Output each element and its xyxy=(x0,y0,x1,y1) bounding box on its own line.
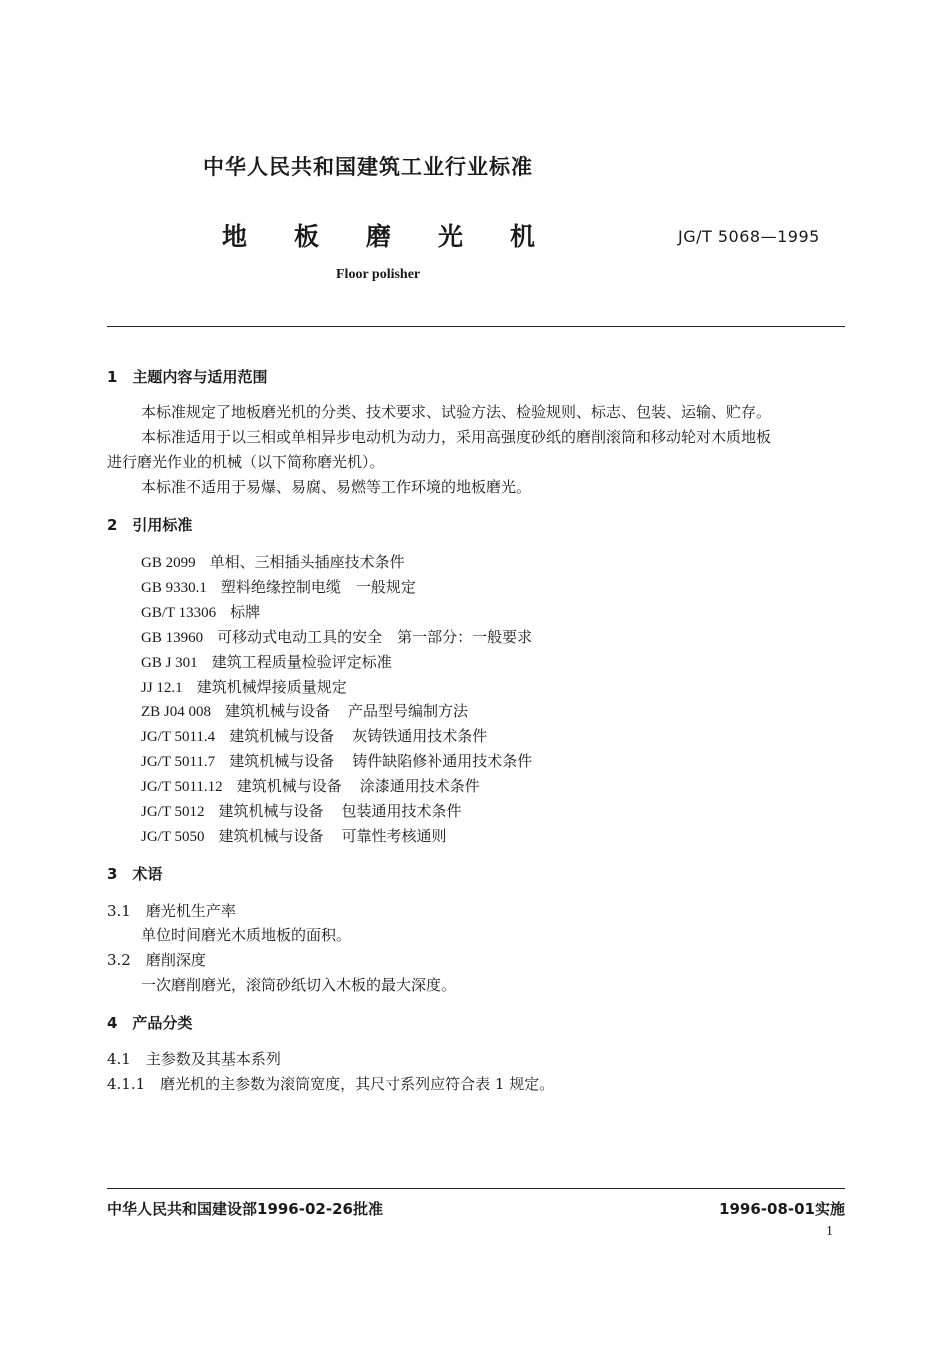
reference-code: GB J 301 xyxy=(141,655,198,671)
reference-title: 可靠性考核通则 xyxy=(341,827,447,845)
reference-item xyxy=(141,725,487,746)
reference-title: 包装通用技术条件 xyxy=(341,802,462,820)
reference-item xyxy=(141,626,532,647)
reference-title: 单相、三相插头插座技术条件 xyxy=(209,553,405,571)
section-2-heading: 2 引用标准 xyxy=(107,516,193,534)
section-1-heading: 1 主题内容与适用范围 xyxy=(107,368,268,386)
reference-title: 产品型号编制方法 xyxy=(348,702,469,720)
reference-category: 建筑机械与设备 xyxy=(229,727,335,745)
term-3-2-heading: 3.2 磨削深度 xyxy=(107,951,206,969)
section-4-heading: 4 产品分类 xyxy=(107,1014,193,1032)
reference-code: JG/T 5011.7 xyxy=(141,754,216,770)
reference-code: JG/T 5012 xyxy=(141,804,205,820)
section-4-1-1-text: 4.1.1 磨光机的主参数为滚筒宽度，其尺寸系列应符合表 1 规定。 xyxy=(107,1075,555,1093)
effective-date: 1996-08-01实施 xyxy=(719,1200,845,1218)
reference-code: JG/T 5050 xyxy=(141,829,205,845)
term-3-2-definition: 一次磨削磨光，滚筒砂纸切入木板的最大深度。 xyxy=(141,976,457,994)
reference-item xyxy=(141,700,468,721)
reference-title: 标牌 xyxy=(230,603,261,621)
footer-divider xyxy=(107,1188,845,1189)
reference-code: GB 9330.1 xyxy=(141,580,207,596)
reference-category: 建筑机械与设备 xyxy=(225,702,331,720)
reference-category: 建筑机械与设备 xyxy=(218,827,324,845)
header-divider xyxy=(107,326,845,327)
reference-title: 灰铸铁通用技术条件 xyxy=(352,727,488,745)
reference-category: 建筑机械与设备 xyxy=(236,777,342,795)
section-1-paragraph-2a: 本标准适用于以三相或单相异步电动机为动力，采用高强度砂纸的磨削滚筒和移动轮对木质地板 xyxy=(141,428,772,446)
reference-code: GB/T 13306 xyxy=(141,605,217,621)
reference-category: 建筑机械与设备 xyxy=(218,802,324,820)
approval-line: 中华人民共和国建设部1996-02-26批准 xyxy=(107,1200,383,1218)
reference-item xyxy=(141,775,480,796)
reference-item xyxy=(141,800,462,821)
header-org-title: 中华人民共和国建筑工业行业标准 xyxy=(203,155,533,179)
section-1-paragraph-3: 本标准不适用于易爆、易腐、易燃等工作环境的地板磨光。 xyxy=(141,478,532,496)
term-3-1-heading: 3.1 磨光机生产率 xyxy=(107,902,236,920)
section-1-paragraph-2b: 进行磨光作业的机械（以下简称磨光机）。 xyxy=(107,453,385,471)
reference-item xyxy=(141,601,260,622)
reference-item xyxy=(141,825,447,846)
reference-code: GB 2099 xyxy=(141,555,196,571)
section-1-paragraph-1: 本标准规定了地板磨光机的分类、技术要求、试验方法、检验规则、标志、包装、运输、贮存。 xyxy=(141,403,772,421)
reference-title: 涂漆通用技术条件 xyxy=(359,777,480,795)
term-3-1-definition: 单位时间磨光木质地板的面积。 xyxy=(141,926,352,944)
reference-title: 可移动式电动工具的安全 第一部分：一般要求 xyxy=(217,628,533,646)
reference-code: ZB J04 008 xyxy=(141,704,212,720)
reference-code: GB 13960 xyxy=(141,630,204,646)
standard-number: JG/T 5068—1995 xyxy=(678,227,820,246)
reference-item xyxy=(141,576,416,597)
page-number: 1 xyxy=(826,1224,833,1239)
english-subtitle: Floor polisher xyxy=(336,267,421,282)
reference-title: 建筑机械焊接质量规定 xyxy=(196,678,347,696)
document-title: 地板磨光机 xyxy=(222,222,583,251)
reference-item xyxy=(141,676,347,697)
reference-title: 塑料绝缘控制电缆 一般规定 xyxy=(220,578,416,596)
section-4-1-heading: 4.1 主参数及其基本系列 xyxy=(107,1050,281,1068)
reference-item xyxy=(141,551,405,572)
reference-title: 建筑工程质量检验评定标准 xyxy=(211,653,392,671)
reference-code: JJ 12.1 xyxy=(141,680,183,696)
reference-item xyxy=(141,750,532,771)
reference-code: JG/T 5011.12 xyxy=(141,779,223,795)
reference-item xyxy=(141,651,392,672)
section-3-heading: 3 术语 xyxy=(107,865,163,883)
reference-code: JG/T 5011.4 xyxy=(141,729,216,745)
reference-category: 建筑机械与设备 xyxy=(229,752,335,770)
reference-title: 铸件缺陷修补通用技术条件 xyxy=(352,752,533,770)
